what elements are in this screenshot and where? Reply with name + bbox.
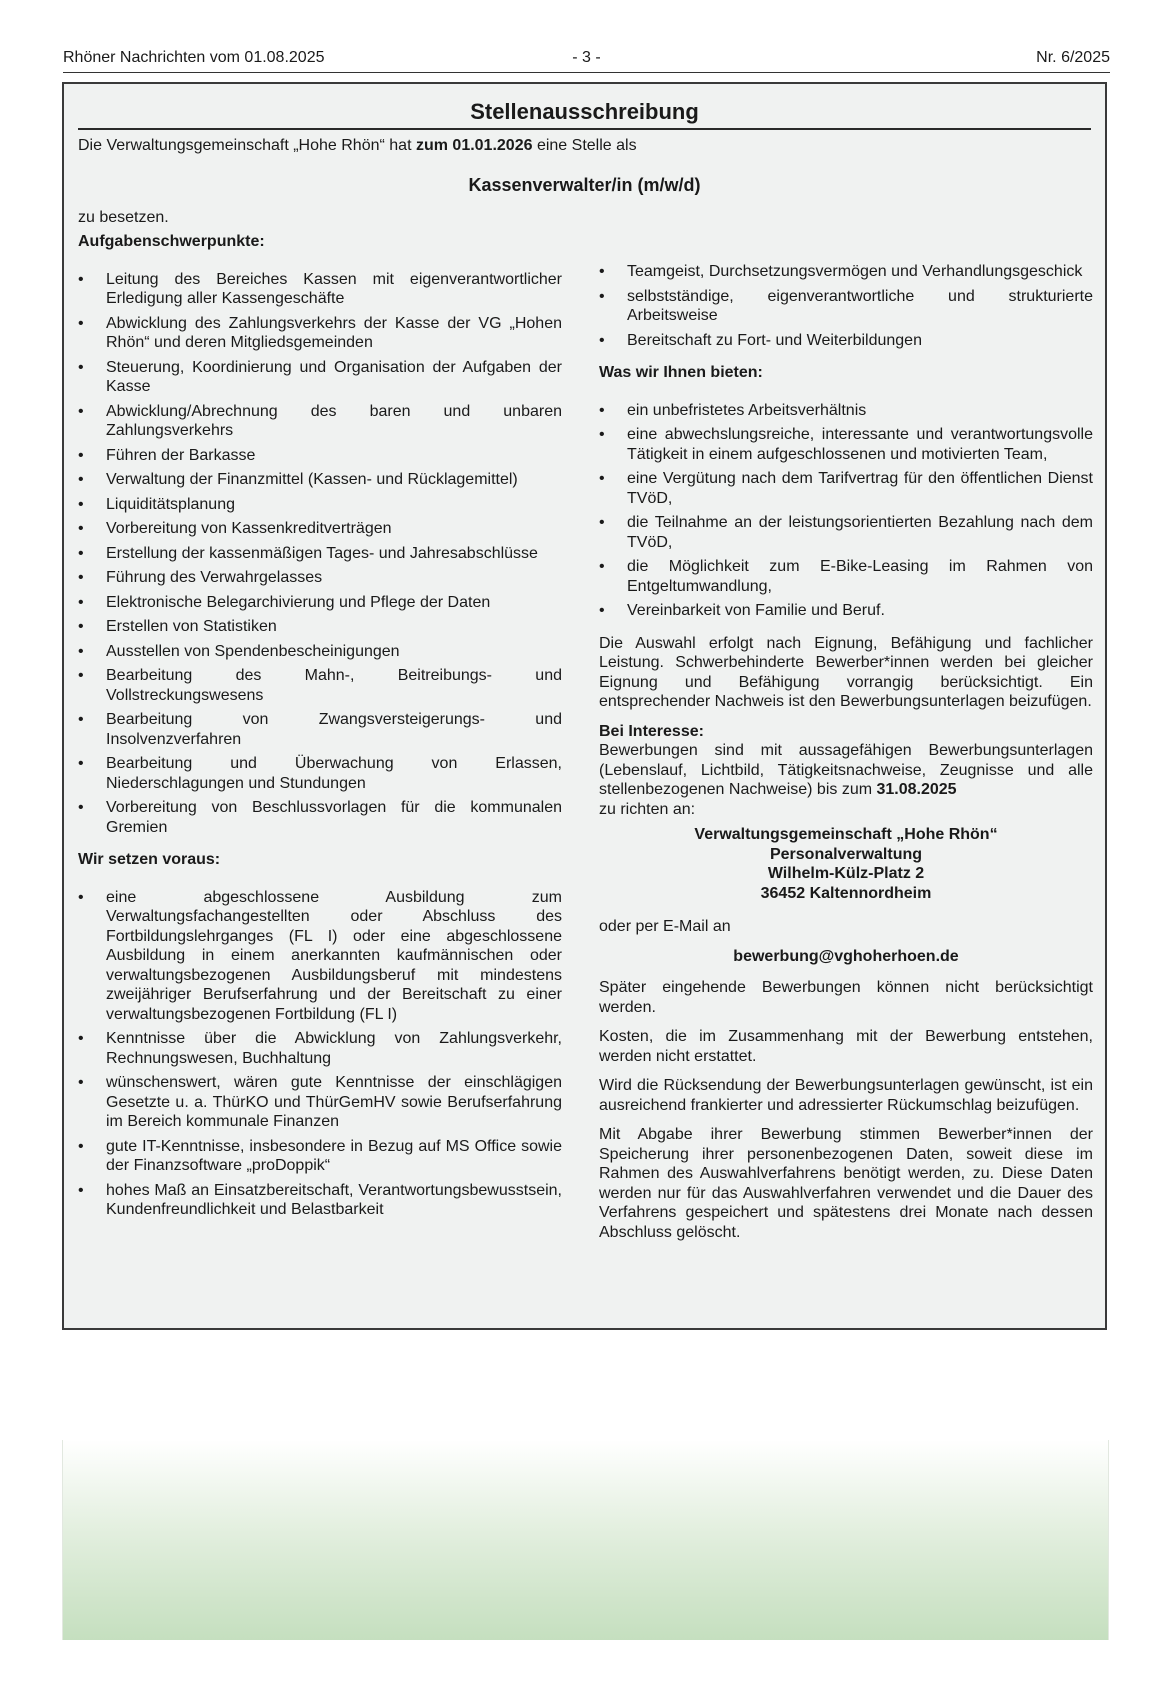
requirements-heading: Wir setzen voraus: [78,851,221,868]
requirements-list [78,888,562,1220]
start-date: zum 01.01.2026 [415,137,533,154]
list-item: • Führung des Verwahrgelasses [78,568,562,588]
issue-number: Nr. 6/2025 [1036,49,1110,66]
list-item: • eine abgeschlossene Ausbildung zum Verwaltungsfachangestellten oder Abschluss des Fortbildungslehrganges (FL I) oder eine abgeschlossene Ausbildung in einem anerkannten kaufmännischen oder verwaltungsbezogenen Ausbildungsberuf mit mindestens zweijähriger Berufserfahrung und der Bereitschaft zu einer verwaltungsbezogenen Fortbildung (FL I) [78,888,562,1025]
list-item: • ein unbefristetes Arbeitsverhältnis [599,401,1093,421]
interest-post: zu richten an: [599,800,696,818]
list-item: • Erstellung der kassenmäßigen Tages- und Jahresabschlüsse [78,544,562,564]
return-notice: Wird die Rücksendung der Bewerbungsunterlagen gewünscht, ist ein ausreichend frankierter und adressierter Rückumschlag beizufügen. [599,1077,1093,1114]
list-item: • die Teilnahme an der leistungsorientierten Bezahlung nach dem TVöD, [599,513,1093,552]
list-item: • Leitung des Bereiches Kassen mit eigenverantwortlicher Erledigung aller Kassengeschäfte [78,270,562,309]
list-item: • Vorbereitung von Beschlussvorlagen für die kommunalen Gremien [78,798,562,837]
list-item: • Bearbeitung von Zwangsversteigerungs- und Insolvenzverfahren [78,710,562,749]
costs-notice: Kosten, die im Zusammenhang mit der Bewerbung entstehen, werden nicht erstattet. [599,1028,1093,1065]
list-item: • Bereitschaft zu Fort- und Weiterbildungen [599,331,1093,351]
list-item: • die Möglichkeit zum E-Bike-Leasing im Rahmen von Entgeltumwandlung, [599,557,1093,596]
list-item: • Elektronische Belegarchivierung und Pflege der Daten [78,593,562,613]
late-notice: Später eingehende Bewerbungen können nicht berücksichtigt werden. [599,979,1093,1016]
position-title: Kassenverwalter/in (m/w/d) [468,175,701,195]
list-item: • Kenntnisse über die Abwicklung von Zahlungsverkehr, Rechnungswesen, Buchhaltung [78,1029,562,1068]
email-intro: oder per E-Mail an [599,918,731,935]
address-line: Wilhelm-Külz-Platz 2 [767,865,925,882]
list-item: • Teamgeist, Durchsetzungsvermögen und Verhandlungsgeschick [599,262,1093,282]
intro-pre: Die Verwaltungsgemeinschaft „Hohe Rhön“ hat [78,137,416,154]
list-item: • Ausstellen von Spendenbescheinigungen [78,642,562,662]
list-item: • Steuerung, Koordinierung und Organisation der Aufgaben der Kasse [78,358,562,397]
interest-pre: Bewerbungen sind mit aussagefähigen Bewerbungsunterlagen (Lebenslauf, Lichtbild, Tätigkeitsnachweise, Zeugnisse und alle stellenbezogenen Nachweise) bis zum [599,742,1093,798]
page-number: - 3 - [572,49,601,66]
left-column [78,232,562,1225]
list-item: • Abwicklung des Zahlungsverkehrs der Kasse der VG „Hohen Rhön“ und deren Mitgliedsgemeinden [78,314,562,353]
decorative-gradient-band [62,1440,1109,1640]
requirements-list-continued [599,262,1093,350]
intro-post: eine Stelle als [532,137,637,154]
list-item: • Erstellen von Statistiken [78,617,562,637]
running-header [63,48,1110,73]
list-item: • Bearbeitung und Überwachung von Erlassen, Niederschlagungen und Stundungen [78,754,562,793]
list-item: • eine Vergütung nach dem Tarifvertrag für den öffentlichen Dienst TVöD, [599,469,1093,508]
interest-heading: Bei Interesse: [599,722,704,740]
list-item: • Bearbeitung des Mahn-, Beitreibungs- und Vollstreckungswesens [78,666,562,705]
privacy-notice: Mit Abgabe ihrer Bewerbung stimmen Bewerber*innen der Speicherung ihrer personenbezogenen Daten, soweit diese im Rahmen des Auswahlverfahrens benötigt werden, zu. Diese Daten werden nur für das Auswahlverfahren verwendet und die Dauer des Verfahrens gespeichert und spätestens drei Monate nach dessen Abschluss gelöscht. [599,1126,1093,1241]
ad-title: Stellenausschreibung [78,98,1091,130]
offer-heading: Was wir Ihnen bieten: [599,364,763,381]
list-item: • Liquiditätsplanung [78,495,562,515]
tasks-list [78,270,562,838]
list-item: • wünschenswert, wären gute Kenntnisse der einschlägigen Gesetzte u. a. ThürKO und ThürGemHV sowie Berufserfahrung im Bereich kommunale Finanzen [78,1073,562,1132]
address-line: Verwaltungsgemeinschaft „Hohe Rhön“ [694,826,998,843]
job-ad-box [62,82,1107,1330]
offer-list [599,401,1093,621]
list-item: • selbstständige, eigenverantwortliche und strukturierte Arbeitsweise [599,287,1093,326]
list-item: • Führen der Barkasse [78,446,562,466]
interest-text [599,741,1093,819]
postal-address [599,825,1093,903]
interest-block [599,722,1093,820]
tasks-heading: Aufgabenschwerpunkte: [78,233,265,250]
right-column [599,262,1093,1252]
intro-line [78,136,637,156]
deadline-date: 31.08.2025 [876,781,957,798]
publication-date: Rhöner Nachrichten vom 01.08.2025 [63,49,325,66]
list-item: • hohes Maß an Einsatzbereitschaft, Verantwortungsbewusstsein, Kundenfreundlichkeit und Belastbarkeit [78,1181,562,1220]
list-item: • Verwaltung der Finanzmittel (Kassen- und Rücklagemittel) [78,470,562,490]
address-line: Personalverwaltung [769,845,923,863]
list-item: • Vorbereitung von Kassenkreditverträgen [78,519,562,539]
address-line: 36452 Kaltennordheim [760,884,932,902]
selection-paragraph: Die Auswahl erfolgt nach Eignung, Befähigung und fachlicher Leistung. Schwerbehinderte Bewerber*innen werden bei gleicher Eignung und Befähigung vorrangig berücksichtigt. Ein entsprechender Nachweis ist den Bewerbungsunterlagen beizufügen. [599,634,1093,710]
list-item: • Vereinbarkeit von Familie und Beruf. [599,601,1093,621]
list-item: • Abwicklung/Abrechnung des baren und unbaren Zahlungsverkehrs [78,402,562,441]
list-item: • eine abwechslungsreiche, interessante und verantwortungsvolle Tätigkeit in einem aufgeschlossenen und motivierten Team, [599,425,1093,464]
contact-email: bewerbung@vghoherhoen.de [733,947,959,965]
list-item: • gute IT-Kenntnisse, insbesondere in Bezug auf MS Office sowie der Finanzsoftware „proDoppik“ [78,1137,562,1176]
to-fill-text: zu besetzen. [78,209,169,226]
